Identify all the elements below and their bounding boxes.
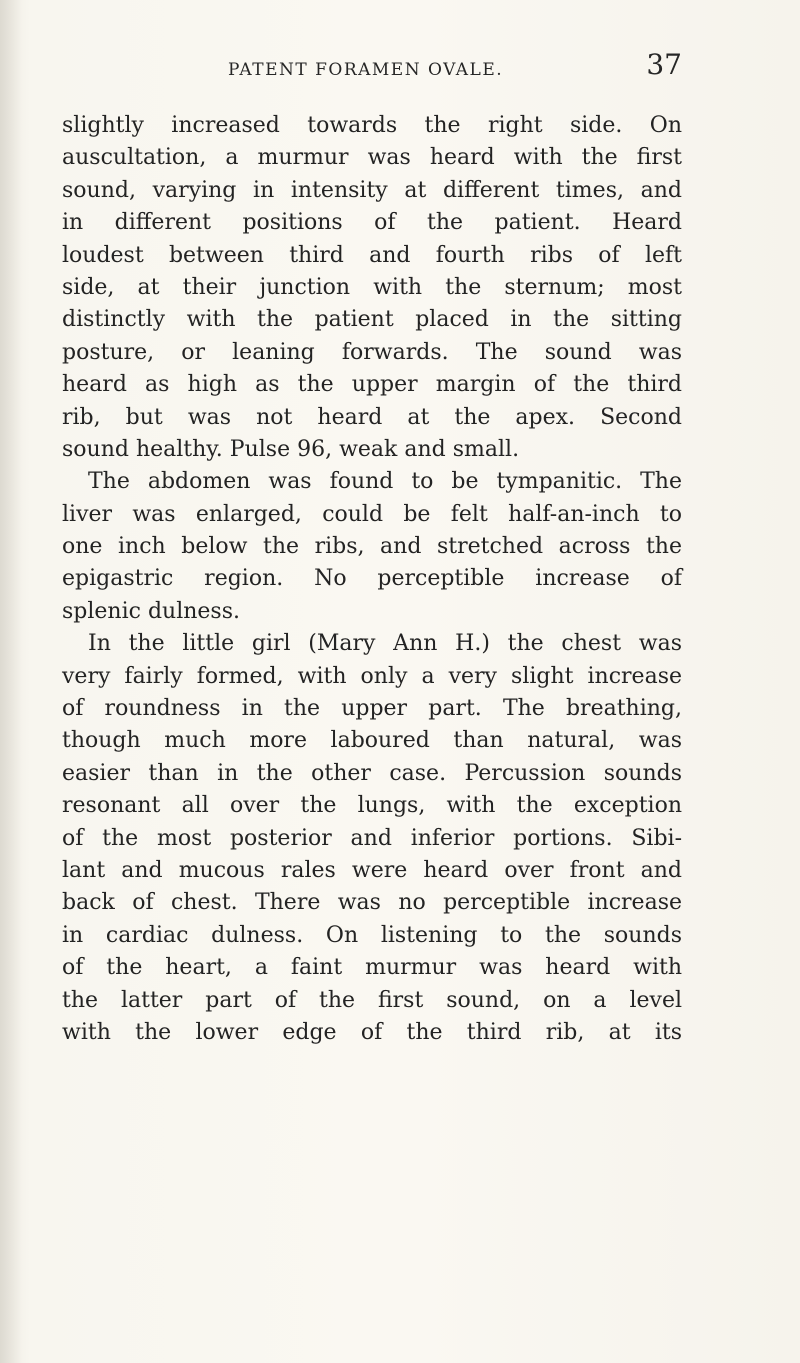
- text-line: auscultation, a murmur was heard with the first: [62, 145, 682, 171]
- text-line: of the most posterior and inferior portions. Sibi-: [62, 825, 682, 851]
- text-line: though much more laboured than natural, was: [62, 728, 682, 754]
- page-header: [62, 48, 682, 88]
- text-line: splenic dulness.: [62, 598, 240, 624]
- text-line: very fairly formed, with only a very slight increase: [62, 663, 682, 689]
- text-line: posture, or leaning forwards. The sound was: [62, 339, 682, 365]
- text-line: sound healthy. Pulse 96, weak and small.: [62, 436, 520, 462]
- page-number: 37: [646, 48, 682, 81]
- text-line: heard as high as the upper margin of the third: [62, 372, 682, 398]
- text-line: sound, varying in intensity at different times, and: [62, 177, 682, 203]
- text-line: liver was enlarged, could be felt half-an-inch to: [62, 501, 682, 527]
- text-line: one inch below the ribs, and stretched across the: [62, 534, 682, 560]
- text-line: In the little girl (Mary Ann H.) the chest was: [88, 631, 682, 657]
- text-line: distinctly with the patient placed in the sitting: [62, 307, 682, 333]
- text-line: epigastric region. No perceptible increase of: [62, 566, 682, 592]
- body-text: [62, 110, 682, 1049]
- text-line: in different positions of the patient. Heard: [62, 210, 682, 236]
- text-line: The abdomen was found to be tympanitic. The: [88, 469, 682, 495]
- text-line: loudest between third and fourth ribs of left: [62, 242, 682, 268]
- running-title: PATENT FORAMEN OVALE.: [228, 60, 504, 80]
- text-line: of the heart, a faint murmur was heard with: [62, 955, 682, 981]
- text-line: slightly increased towards the right side. On: [62, 113, 682, 138]
- text-line: of roundness in the upper part. The breathing,: [62, 696, 682, 722]
- text-line: lant and mucous rales were heard over front and: [62, 857, 682, 883]
- text-line: side, at their junction with the sternum; most: [62, 274, 682, 300]
- text-line: easier than in the other case. Percussion sounds: [62, 760, 682, 786]
- text-line: with the lower edge of the third rib, at its: [62, 1019, 682, 1045]
- text-line: in cardiac dulness. On listening to the sounds: [62, 922, 682, 948]
- text-line: rib, but was not heard at the apex. Second: [62, 404, 682, 430]
- text-line: resonant all over the lungs, with the exception: [62, 793, 682, 819]
- text-line: back of chest. There was no perceptible increase: [62, 890, 682, 916]
- page-gutter-shadow: [0, 0, 22, 1363]
- text-line: the latter part of the first sound, on a level: [62, 987, 682, 1013]
